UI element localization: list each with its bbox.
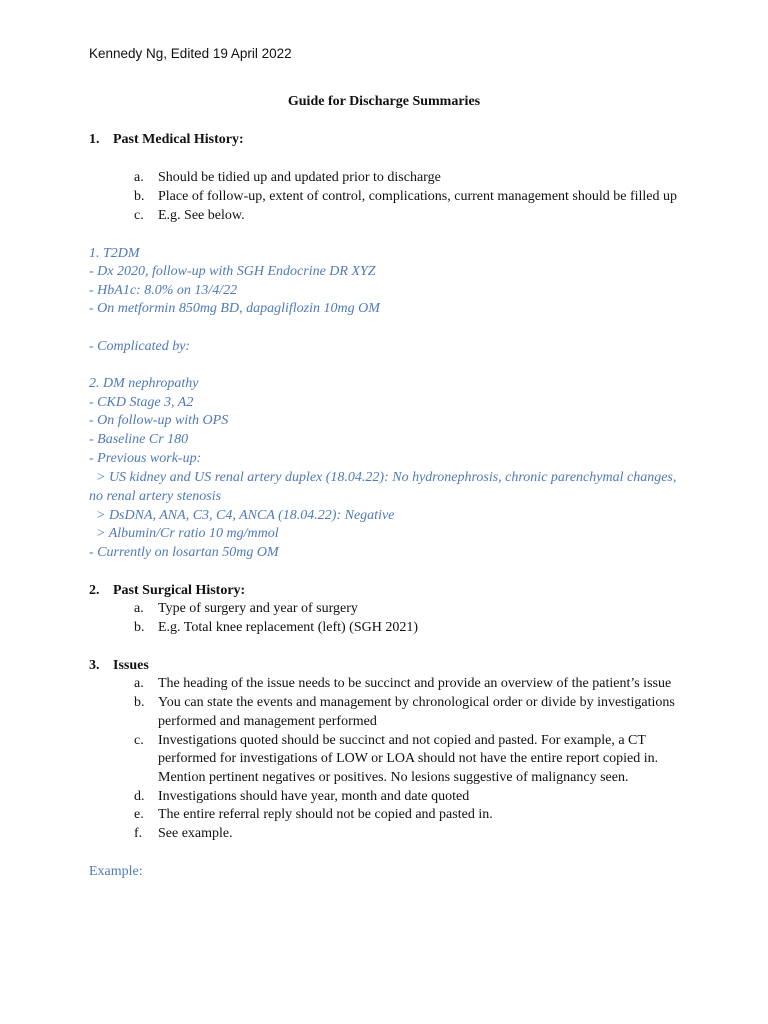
list-item-text: You can state the events and management by chronological order or divide by investigations [158,695,675,710]
list-marker: a. [134,676,144,691]
example-line: > Albumin/Cr ratio 10 mg/mmol [89,526,279,541]
section-number: 3. [89,658,100,673]
example-line: > DsDNA, ANA, C3, C4, ANCA (18.04.22): Negative [89,508,395,523]
list-item-text: performed for investigations of LOW or LOA should not have the entire report copied in. [158,751,659,766]
example-line: 1. T2DM [89,246,140,261]
list-item-text: See example. [158,826,233,841]
list-item-text: E.g. Total knee replacement (left) (SGH 2021) [158,620,419,635]
document-title: Guide for Discharge Summaries [287,94,481,109]
example-line: > US kidney and US renal artery duplex (18.04.22): No hydronephrosis, chronic parenchymal changes, [89,470,677,485]
section-title: Past Medical History: [113,132,244,147]
example-line: - Previous work-up: [89,451,202,466]
list-item-text: The heading of the issue needs to be succinct and provide an overview of the patient’s issue [158,676,672,691]
section-title: Past Surgical History: [113,583,246,598]
section-number: 2. [89,583,100,598]
list-item-text: performed and management performed [158,714,377,729]
list-item-text: Mention pertinent negatives or positives. No lesions suggestive of malignancy seen. [158,770,629,785]
example-line: - On metformin 850mg BD, dapagliflozin 10mg OM [89,301,380,316]
list-item-text: The entire referral reply should not be copied and pasted in. [158,807,493,822]
example-line: 2. DM nephropathy [89,376,199,391]
example-line: - Dx 2020, follow-up with SGH Endocrine DR XYZ [89,264,376,279]
list-item-text: Type of surgery and year of surgery [158,601,358,616]
section-number: 1. [89,132,100,147]
example-line: - HbA1c: 8.0% on 13/4/22 [89,283,238,298]
list-marker: d. [134,789,145,804]
list-marker: b. [134,695,145,710]
list-item-text: Investigations should have year, month and date quoted [158,789,470,804]
example-line: no renal artery stenosis [89,489,222,504]
list-marker: c. [134,733,144,748]
list-marker: a. [134,170,144,185]
list-marker: b. [134,189,145,204]
list-marker: c. [134,208,144,223]
example-line: - On follow-up with OPS [89,413,229,428]
list-marker: f. [134,826,143,841]
author-line: Kennedy Ng, Edited 19 April 2022 [89,46,292,61]
list-item-text: Should be tidied up and updated prior to discharge [158,170,441,185]
example-line: - CKD Stage 3, A2 [89,395,194,410]
example-line: - Currently on losartan 50mg OM [89,545,279,560]
list-item-text: E.g. See below. [158,208,245,223]
example-line: - Complicated by: [89,339,191,354]
list-item-text: Place of follow-up, extent of control, complications, current management should be filled up [158,189,678,204]
example-line: - Baseline Cr 180 [89,432,189,447]
list-marker: a. [134,601,144,616]
example-label: Example: [89,864,143,879]
list-marker: b. [134,620,145,635]
section-title: Issues [113,658,149,673]
list-item-text: Investigations quoted should be succinct and not copied and pasted. For example, a CT [158,733,646,748]
list-marker: e. [134,807,144,822]
